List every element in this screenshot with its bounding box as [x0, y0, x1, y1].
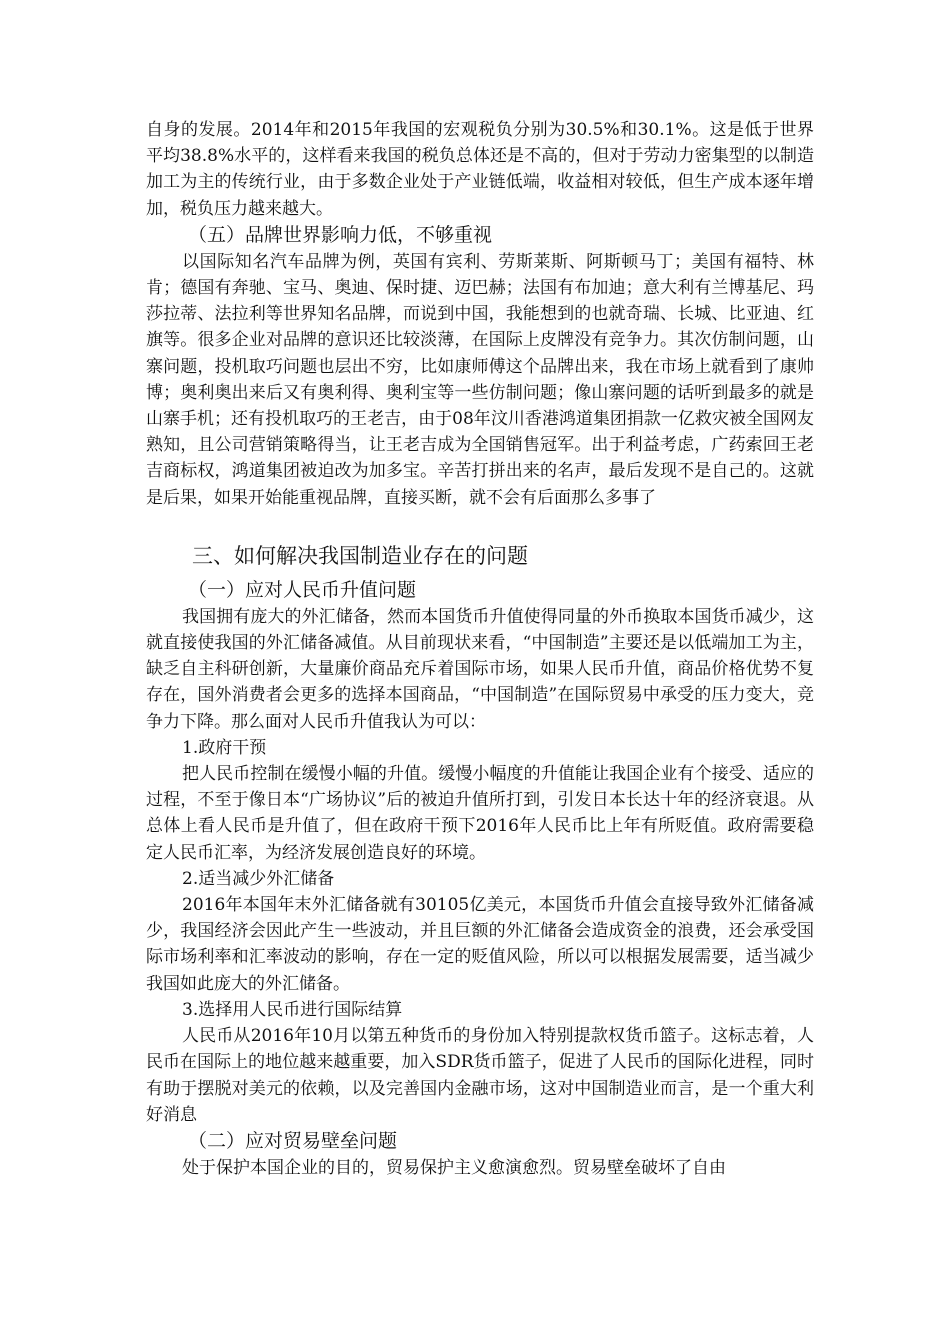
paragraph-tax-burden: 自身的发展。2014年和2015年我国的宏观税负分别为30.5%和30.1%。这是低于世界平均38.8%水平的，这样看来我国的税负总体还是不高的，但对于劳动力密集型的以制造加工为主的传统行业，由于多数企业处于产业链低端，收益相对较低，但生产成本逐年增加，税负压力越来越大。 [146, 120, 814, 219]
paragraph-controlled-appreciation: 把人民币控制在缓慢小幅的升值。缓慢小幅度的升值能让我国企业有个接受、适应的过程，不至于像日本“广场协议”后的被迫升值所打到，引发日本长达十年的经济衰退。从总体上看人民币是升值了，但在政府干预下2016年人民币比上年有所贬值。政府需要稳定人民币汇率，为经济发展创造良好的环境。 [146, 764, 814, 863]
list-item-rmb-settlement: 3.选择用人民币进行国际结算 [182, 999, 403, 1020]
subheading-rmb-appreciation: （一）应对人民币升值问题 [188, 578, 417, 601]
paragraph-trade-protectionism: 处于保护本国企业的目的，贸易保护主义愈演愈烈。贸易壁垒破坏了自由 [182, 1157, 726, 1178]
paragraph-forex-reserves: 我国拥有庞大的外汇储备，然而本国货币升值使得同量的外币换取本国货币减少，这就直接使我国的外汇储备减值。从目前现状来看，“中国制造”主要还是以低端加工为主，缺乏自主科研创新，大量廉价商品充斥着国际市场，如果人民币升值，商品价格优势不复存在，国外消费者会更多的选择本国商品，“中国制造”在国际贸易中承受的压力变大，竞争力下降。那么面对人民币升值我认为可以： [146, 606, 814, 732]
subheading-brand-influence: （五）品牌世界影响力低，不够重视 [188, 223, 493, 246]
document-body [146, 117, 814, 1181]
subheading-trade-barriers: （二）应对贸易壁垒问题 [188, 1129, 398, 1152]
paragraph-sdr-basket: 人民币从2016年10月以第五种货币的身份加入特别提款权货币篮子。这标志着，人民币在国际上的地位越来越重要，加入SDR货币篮子，促进了人民币的国际化进程，同时有助于摆脱对美元的依赖，以及完善国内金融市场，这对中国制造业而言，是一个重大利好消息 [146, 1026, 814, 1125]
list-item-government-intervention: 1.政府干预 [182, 737, 267, 758]
paragraph-reserve-reduction: 2016年本国年末外汇储备就有30105亿美元，本国货币升值会直接导致外汇储备减少，我国经济会因此产生一些波动，并且巨额的外汇储备会造成资金的浪费，还会承受国际市场利率和汇率波动的影响，存在一定的贬值风险，所以可以根据发展需要，适当减少我国如此庞大的外汇储备。 [146, 895, 814, 994]
section-heading-solutions: 三、如何解决我国制造业存在的问题 [192, 543, 528, 568]
list-item-reduce-reserves: 2.适当减少外汇储备 [182, 868, 335, 889]
paragraph-brands: 以国际知名汽车品牌为例，英国有宾利、劳斯莱斯、阿斯顿马丁；美国有福特、林肯；德国有奔驰、宝马、奥迪、保时捷、迈巴赫；法国有布加迪；意大利有兰博基尼、玛莎拉蒂、法拉利等世界知名品牌，而说到中国，我能想到的也就奇瑞、长城、比亚迪、红旗等。很多企业对品牌的意识还比较淡薄，在国际上皮牌没有竞争力。其次仿制问题，山寨问题，投机取巧问题也层出不穷，比如康师傅这个品牌出来，我在市场上就看到了康帅博；奥利奥出来后又有奥利得、奥利宝等一些仿制问题；像山寨问题的话听到最多的就是山寨手机；还有投机取巧的王老吉，由于08年汶川香港鸿道集团捐款一亿救灾被全国网友熟知，且公司营销策略得当，让王老吉成为全国销售冠军。出于利益考虑，广药索回王老吉商标权，鸿道集团被迫改为加多宝。辛苦打拼出来的名声，最后发现不是自己的。这就是后果，如果开始能重视品牌，直接买断，就不会有后面那么多事了 [146, 251, 814, 508]
